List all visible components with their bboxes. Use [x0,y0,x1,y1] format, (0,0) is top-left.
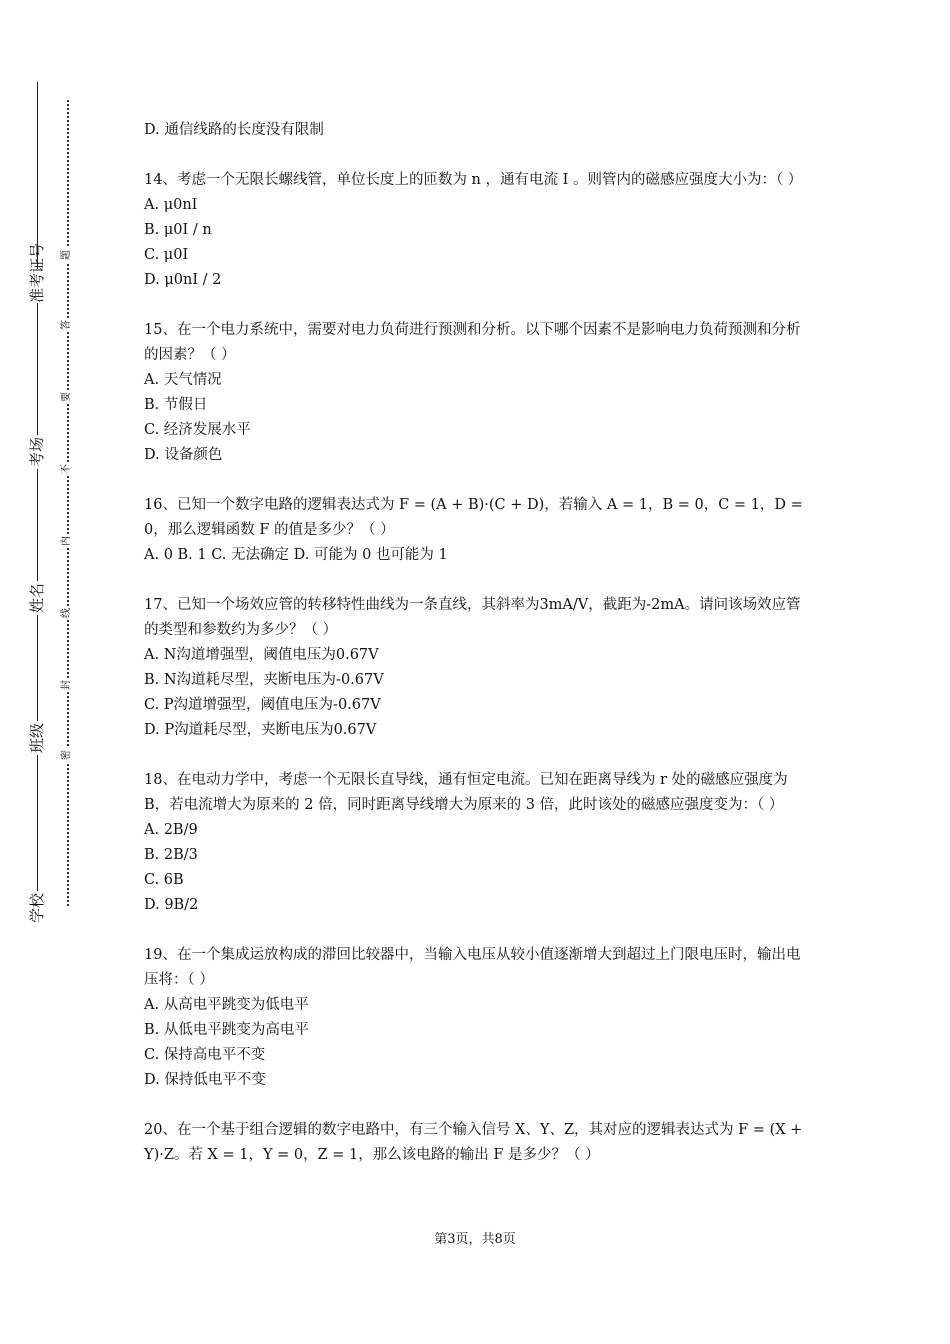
binding-margin [0,0,100,1344]
option-a: A. N沟道增强型，阈值电压为0.67V [144,647,379,663]
seal-char: 封 [61,680,72,690]
exam-number-label: 准考证号 [28,242,46,303]
option-b: B. 2B/3 [144,847,198,863]
option-d: D. μ0nI / 2 [144,272,222,288]
exam-room-label: 考场 [28,437,46,468]
question-20 [144,1118,810,1168]
binding-dotted-line [67,100,69,906]
question-text: 20、在一个基于组合逻辑的数字电路中，有三个输入信号 X、Y、Z，其对应的逻辑表达式为 F = (X + Y)·Z。若 X = 1，Y = 0，Z = 1，那么该电路的输出 F 是多少？（ ） [144,1122,803,1163]
seal-char: 题 [61,250,72,260]
class-label: 班级 [28,723,46,754]
question-19 [144,943,810,1093]
option-b: B. 从低电平跳变为高电平 [144,1022,309,1038]
option-b: B. μ0I / n [144,222,212,238]
school-label: 学校 [28,893,46,924]
option-a: A. 从高电平跳变为低电平 [144,997,309,1013]
option-a: A. 2B/9 [144,822,198,838]
question-text: 18、在电动力学中，考虑一个无限长直导线，通有恒定电流。已知在距离导线为 r 处的磁感应强度为 B，若电流增大为原来的 2 倍，同时距离导线增大为原来的 3 倍，此时该处的磁感应强度变为：（ ） [144,772,788,813]
question-list [144,118,810,1193]
option-d: D. P沟道耗尽型，夹断电压为0.67V [144,722,377,738]
option-d: D. 9B/2 [144,897,199,913]
seal-char: 要 [61,392,72,402]
seal-char: 内 [61,536,72,546]
option-c: C. μ0I [144,247,189,263]
option-a: A. 天气情况 [144,372,222,388]
option-c: C. P沟道增强型，阈值电压为-0.67V [144,697,381,713]
option-d: D. 设备颜色 [144,447,223,463]
question-text: 17、已知一个场效应管的转移特性曲线为一条直线，其斜率为3mA/V，截距为-2mA。请问该场效应管的类型和参数约为多少？（ ） [144,597,801,638]
binding-solid-line [37,82,38,908]
question-17 [144,593,810,743]
question-text: 16、已知一个数字电路的逻辑表达式为 F = (A + B)·(C + D)，若输入 A = 1，B = 0，C = 1，D = 0，那么逻辑函数 F 的值是多少？（ ） [144,497,803,538]
name-label: 姓名 [28,583,46,614]
question-16 [144,493,810,568]
options-inline: A. 0 B. 1 C. 无法确定 D. 可能为 0 也可能为 1 [144,547,448,563]
question-text: 14、考虑一个无限长螺线管，单位长度上的匝数为 n ，通有电流 I 。则管内的磁感应强度大小为：（ ） [144,172,803,188]
question-text: 15、在一个电力系统中，需要对电力负荷进行预测和分析。以下哪个因素不是影响电力负荷预测和分析的因素？（ ） [144,322,801,363]
option-b: B. N沟道耗尽型，夹断电压为-0.67V [144,672,384,688]
option-c: C. 经济发展水平 [144,422,251,438]
option-b: B. 节假日 [144,397,208,413]
seal-char: 密 [61,750,72,760]
page-footer: 第3页，共8页 [434,1232,516,1247]
question-13-tail [144,118,810,143]
question-18 [144,768,810,918]
seal-char: 线 [61,608,72,618]
option: D. 通信线路的长度没有限制 [144,122,324,138]
question-text: 19、在一个集成运放构成的滞回比较器中，当输入电压从较小值逐渐增大到超过上门限电压时，输出电压将：（ ） [144,947,801,988]
option-d: D. 保持低电平不变 [144,1072,266,1088]
option-a: A. μ0nI [144,197,198,213]
question-14 [144,168,810,293]
option-c: C. 保持高电平不变 [144,1047,266,1063]
option-c: C. 6B [144,872,184,888]
seal-char: 不 [61,464,72,474]
question-15 [144,318,810,468]
seal-char: 答 [61,320,72,330]
